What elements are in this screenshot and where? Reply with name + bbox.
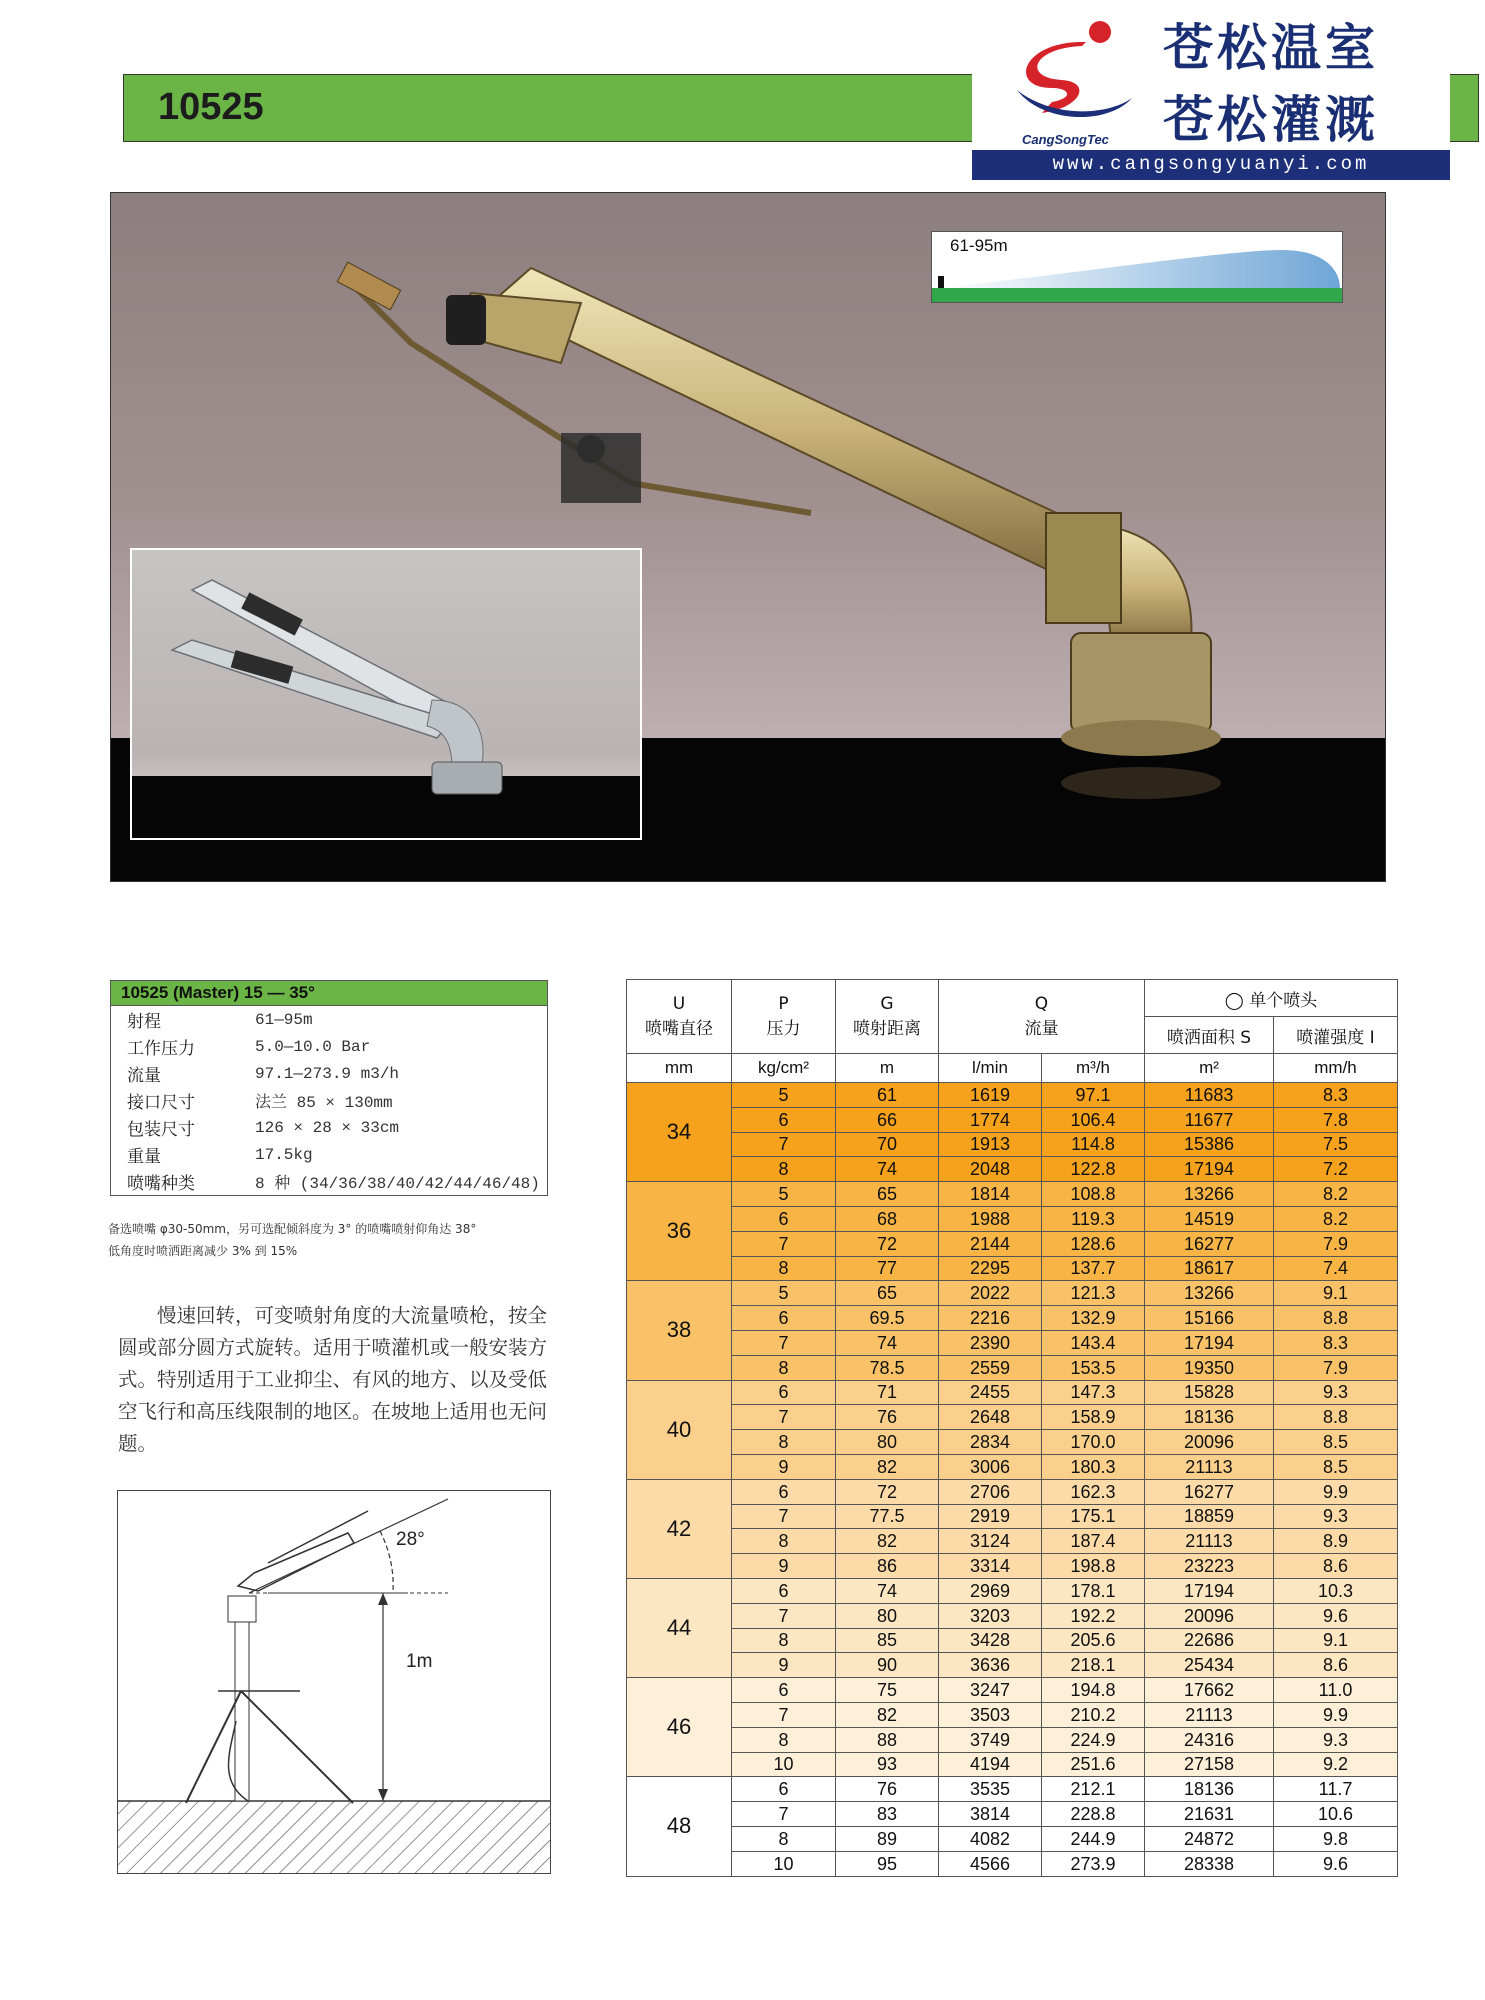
table-cell: 114.8 [1042, 1132, 1145, 1157]
table-cell: 8.6 [1274, 1554, 1398, 1579]
table-cell: 7 [732, 1330, 836, 1355]
table-cell: 2834 [939, 1430, 1042, 1455]
unit-cell: m [836, 1054, 939, 1083]
table-row [627, 1281, 1398, 1306]
table-cell: 180.3 [1042, 1454, 1145, 1479]
table-cell: 11683 [1145, 1083, 1274, 1108]
table-cell: 8 [732, 1826, 836, 1851]
table-cell: 69.5 [836, 1306, 939, 1331]
spec-row [111, 1141, 547, 1168]
table-cell: 273.9 [1042, 1851, 1145, 1876]
table-cell: 72 [836, 1479, 939, 1504]
table-cell: 3006 [939, 1454, 1042, 1479]
table-cell: 90 [836, 1653, 939, 1678]
nozzle-diameter-cell: 46 [627, 1678, 732, 1777]
table-cell: 9.3 [1274, 1380, 1398, 1405]
unit-cell: l/min [939, 1054, 1042, 1083]
spec-value: 5.0—10.0 Bar [255, 1037, 371, 1056]
table-cell: 4082 [939, 1826, 1042, 1851]
table-cell: 178.1 [1042, 1578, 1145, 1603]
table-cell: 74 [836, 1157, 939, 1182]
table-cell: 93 [836, 1752, 939, 1777]
table-cell: 22686 [1145, 1628, 1274, 1653]
col-nozzle-diameter: U 喷嘴直径 [627, 980, 732, 1054]
table-cell: 7 [732, 1405, 836, 1430]
table-cell: 86 [836, 1554, 939, 1579]
table-row [627, 1107, 1398, 1132]
table-cell: 6 [732, 1306, 836, 1331]
table-cell: 8 [732, 1157, 836, 1182]
table-cell: 10.3 [1274, 1578, 1398, 1603]
table-row [627, 1157, 1398, 1182]
table-cell: 7.5 [1274, 1132, 1398, 1157]
table-cell: 8.9 [1274, 1529, 1398, 1554]
table-cell: 2919 [939, 1504, 1042, 1529]
table-cell: 27158 [1145, 1752, 1274, 1777]
table-cell: 1774 [939, 1107, 1042, 1132]
table-cell: 78.5 [836, 1355, 939, 1380]
table-cell: 9.9 [1274, 1479, 1398, 1504]
spec-note [108, 1218, 568, 1262]
spray-arc-icon [932, 232, 1342, 302]
table-cell: 158.9 [1042, 1405, 1145, 1430]
brand-english-name: CangSongTec [1022, 132, 1109, 147]
table-cell: 15386 [1145, 1132, 1274, 1157]
table-cell: 24872 [1145, 1826, 1274, 1851]
table-cell: 210.2 [1042, 1702, 1145, 1727]
table-cell: 5 [732, 1083, 836, 1108]
table-cell: 3428 [939, 1628, 1042, 1653]
table-cell: 2295 [939, 1256, 1042, 1281]
table-cell: 20096 [1145, 1603, 1274, 1628]
elevation-angle-label: 28° [396, 1529, 425, 1550]
range-label: 61-95m [950, 236, 1008, 255]
table-cell: 82 [836, 1702, 939, 1727]
table-cell: 8.3 [1274, 1083, 1398, 1108]
table-cell: 6 [732, 1578, 836, 1603]
inset-sprinkler-illustration [132, 550, 640, 838]
table-cell: 70 [836, 1132, 939, 1157]
table-cell: 9.1 [1274, 1281, 1398, 1306]
col-spray-area: 喷洒面积 S [1145, 1017, 1274, 1054]
spec-value: 126 × 28 × 33cm [255, 1118, 400, 1137]
table-row [627, 1504, 1398, 1529]
table-cell: 8.5 [1274, 1454, 1398, 1479]
table-row [627, 1851, 1398, 1876]
table-cell: 7 [732, 1231, 836, 1256]
unit-cell: m² [1145, 1054, 1274, 1083]
table-row [627, 1405, 1398, 1430]
nozzle-diameter-cell: 40 [627, 1380, 732, 1479]
table-cell: 13266 [1145, 1182, 1274, 1207]
table-cell: 7.8 [1274, 1107, 1398, 1132]
table-cell: 244.9 [1042, 1826, 1145, 1851]
col-flow: Q 流量 [939, 980, 1145, 1054]
table-cell: 147.3 [1042, 1380, 1145, 1405]
table-row [627, 1355, 1398, 1380]
spec-key: 喷嘴种类 [127, 1174, 195, 1194]
table-row [627, 1826, 1398, 1851]
table-cell: 3535 [939, 1777, 1042, 1802]
table-row [627, 1380, 1398, 1405]
table-cell: 76 [836, 1777, 939, 1802]
table-cell: 17194 [1145, 1578, 1274, 1603]
table-cell: 128.6 [1042, 1231, 1145, 1256]
spec-key: 流量 [127, 1066, 161, 1086]
table-cell: 3814 [939, 1802, 1042, 1827]
table-row [627, 1702, 1398, 1727]
table-cell: 72 [836, 1231, 939, 1256]
table-cell: 16277 [1145, 1479, 1274, 1504]
product-description: 慢速回转，可变喷射角度的大流量喷枪，按全圆或部分圆方式旋转。适用于喷灌机或一般安装方式。特别适用于工业抑尘、有风的地方、以及受低空飞行和高压线限制的地区。在坡地上适用也无问题。 [118, 1304, 548, 1455]
table-cell: 9 [732, 1653, 836, 1678]
table-cell: 175.1 [1042, 1504, 1145, 1529]
table-cell: 80 [836, 1603, 939, 1628]
table-cell: 6 [732, 1206, 836, 1231]
table-cell: 7 [732, 1132, 836, 1157]
table-cell: 16277 [1145, 1231, 1274, 1256]
table-cell: 6 [732, 1777, 836, 1802]
table-row [627, 1529, 1398, 1554]
table-cell: 6 [732, 1678, 836, 1703]
table-row [627, 1231, 1398, 1256]
table-cell: 3636 [939, 1653, 1042, 1678]
spec-value: 97.1—273.9 m3/h [255, 1064, 400, 1083]
table-cell: 97.1 [1042, 1083, 1145, 1108]
table-cell: 2144 [939, 1231, 1042, 1256]
table-cell: 162.3 [1042, 1479, 1145, 1504]
table-cell: 14519 [1145, 1206, 1274, 1231]
table-cell: 85 [836, 1628, 939, 1653]
table-cell: 24316 [1145, 1727, 1274, 1752]
nozzle-diameter-cell: 42 [627, 1479, 732, 1578]
table-cell: 11.7 [1274, 1777, 1398, 1802]
spec-table [110, 980, 548, 1196]
performance-table [626, 979, 1398, 1877]
table-cell: 9.8 [1274, 1826, 1398, 1851]
table-cell: 6 [732, 1107, 836, 1132]
table-cell: 9.3 [1274, 1727, 1398, 1752]
nozzle-diameter-cell: 36 [627, 1182, 732, 1281]
table-cell: 21113 [1145, 1702, 1274, 1727]
table-cell: 21113 [1145, 1454, 1274, 1479]
table-cell: 106.4 [1042, 1107, 1145, 1132]
table-cell: 153.5 [1042, 1355, 1145, 1380]
spec-key: 重量 [127, 1147, 161, 1167]
table-cell: 8 [732, 1355, 836, 1380]
units-row [627, 1054, 1398, 1083]
table-cell: 18859 [1145, 1504, 1274, 1529]
unit-cell: kg/cm² [732, 1054, 836, 1083]
spec-value: 17.5kg [255, 1145, 313, 1164]
col-throw-distance: G 喷射距离 [836, 980, 939, 1054]
table-cell: 2559 [939, 1355, 1042, 1380]
table-cell: 89 [836, 1826, 939, 1851]
table-cell: 170.0 [1042, 1430, 1145, 1455]
table-cell: 17194 [1145, 1330, 1274, 1355]
table-cell: 65 [836, 1281, 939, 1306]
table-cell: 82 [836, 1454, 939, 1479]
table-cell: 7 [732, 1702, 836, 1727]
spec-key: 接口尺寸 [127, 1093, 195, 1113]
spec-note-line: 备选喷嘴 φ30-50mm，另可选配倾斜度为 3° 的喷嘴喷射仰角达 38° [108, 1222, 477, 1236]
table-cell: 9.2 [1274, 1752, 1398, 1777]
table-cell: 3749 [939, 1727, 1042, 1752]
table-cell: 17662 [1145, 1678, 1274, 1703]
table-cell: 1814 [939, 1182, 1042, 1207]
table-cell: 21631 [1145, 1802, 1274, 1827]
table-cell: 119.3 [1042, 1206, 1145, 1231]
table-row [627, 1752, 1398, 1777]
table-cell: 88 [836, 1727, 939, 1752]
table-cell: 6 [732, 1380, 836, 1405]
table-row [627, 1603, 1398, 1628]
spec-note-line: 低角度时喷洒距离减少 3% 到 15% [108, 1244, 298, 1258]
table-cell: 8.8 [1274, 1306, 1398, 1331]
table-cell: 74 [836, 1578, 939, 1603]
table-row [627, 1653, 1398, 1678]
table-cell: 6 [732, 1479, 836, 1504]
table-cell: 83 [836, 1802, 939, 1827]
table-cell: 68 [836, 1206, 939, 1231]
table-cell: 2706 [939, 1479, 1042, 1504]
table-cell: 7.9 [1274, 1231, 1398, 1256]
table-cell: 224.9 [1042, 1727, 1145, 1752]
table-cell: 18136 [1145, 1405, 1274, 1430]
table-cell: 5 [732, 1281, 836, 1306]
table-cell: 2648 [939, 1405, 1042, 1430]
spec-value: 61—95m [255, 1010, 313, 1029]
spec-row [111, 1114, 547, 1141]
table-cell: 7 [732, 1802, 836, 1827]
spec-row [111, 1060, 547, 1087]
table-cell: 9.9 [1274, 1702, 1398, 1727]
table-cell: 28338 [1145, 1851, 1274, 1876]
inset-photo [130, 548, 642, 840]
table-cell: 17194 [1145, 1157, 1274, 1182]
table-cell: 9.6 [1274, 1851, 1398, 1876]
table-row [627, 1578, 1398, 1603]
table-cell: 3124 [939, 1529, 1042, 1554]
table-cell: 8 [732, 1430, 836, 1455]
table-row [627, 1206, 1398, 1231]
table-cell: 2969 [939, 1578, 1042, 1603]
table-cell: 7.2 [1274, 1157, 1398, 1182]
table-cell: 11.0 [1274, 1678, 1398, 1703]
table-cell: 9.3 [1274, 1504, 1398, 1529]
table-cell: 7 [732, 1504, 836, 1529]
table-cell: 1988 [939, 1206, 1042, 1231]
spec-row [111, 1006, 547, 1033]
table-cell: 2216 [939, 1306, 1042, 1331]
table-cell: 7 [732, 1603, 836, 1628]
table-cell: 18617 [1145, 1256, 1274, 1281]
table-cell: 10 [732, 1851, 836, 1876]
table-cell: 80 [836, 1430, 939, 1455]
table-cell: 5 [732, 1182, 836, 1207]
table-cell: 2390 [939, 1330, 1042, 1355]
table-cell: 132.9 [1042, 1306, 1145, 1331]
table-cell: 95 [836, 1851, 939, 1876]
spec-row [111, 1033, 547, 1060]
table-row [627, 1083, 1398, 1108]
spec-row [111, 1087, 547, 1114]
table-row [627, 1777, 1398, 1802]
table-cell: 218.1 [1042, 1653, 1145, 1678]
spec-title: 10525 (Master) 15 — 35° [111, 981, 547, 1006]
table-cell: 11677 [1145, 1107, 1274, 1132]
nozzle-diameter-cell: 38 [627, 1281, 732, 1380]
table-cell: 1913 [939, 1132, 1042, 1157]
unit-cell: m³/h [1042, 1054, 1145, 1083]
spec-row [111, 1168, 547, 1195]
table-cell: 3314 [939, 1554, 1042, 1579]
table-cell: 8.5 [1274, 1430, 1398, 1455]
unit-cell: mm [627, 1054, 732, 1083]
table-cell: 1619 [939, 1083, 1042, 1108]
table-cell: 121.3 [1042, 1281, 1145, 1306]
brand-name-irrigation: 苍松灌溉 [1163, 91, 1379, 149]
table-row [627, 1802, 1398, 1827]
table-cell: 65 [836, 1182, 939, 1207]
table-cell: 7.4 [1274, 1256, 1398, 1281]
table-cell: 2455 [939, 1380, 1042, 1405]
spec-value: 法兰 85 × 130mm [255, 1094, 393, 1112]
product-photo [110, 192, 1386, 882]
table-cell: 228.8 [1042, 1802, 1145, 1827]
table-cell: 187.4 [1042, 1529, 1145, 1554]
table-cell: 108.8 [1042, 1182, 1145, 1207]
table-cell: 25434 [1145, 1653, 1274, 1678]
table-cell: 137.7 [1042, 1256, 1145, 1281]
table-cell: 76 [836, 1405, 939, 1430]
table-cell: 8.2 [1274, 1206, 1398, 1231]
table-cell: 9 [732, 1454, 836, 1479]
table-cell: 10.6 [1274, 1802, 1398, 1827]
col-pressure: P 压力 [732, 980, 836, 1054]
table-cell: 2022 [939, 1281, 1042, 1306]
installation-diagram [117, 1490, 551, 1874]
table-cell: 2048 [939, 1157, 1042, 1182]
nozzle-diameter-cell: 44 [627, 1578, 732, 1677]
table-cell: 143.4 [1042, 1330, 1145, 1355]
spec-key: 射程 [127, 1012, 161, 1032]
table-cell: 4566 [939, 1851, 1042, 1876]
table-cell: 66 [836, 1107, 939, 1132]
nozzle-diameter-cell: 48 [627, 1777, 732, 1876]
table-cell: 8.6 [1274, 1653, 1398, 1678]
table-cell: 205.6 [1042, 1628, 1145, 1653]
range-indicator [931, 231, 1343, 303]
table-row [627, 1182, 1398, 1207]
model-code: 10525 [158, 86, 264, 128]
table-cell: 82 [836, 1529, 939, 1554]
table-cell: 19350 [1145, 1355, 1274, 1380]
table-row [627, 1678, 1398, 1703]
table-row [627, 1306, 1398, 1331]
table-cell: 8 [732, 1628, 836, 1653]
table-cell: 9 [732, 1554, 836, 1579]
col-single-head: ◯ 单个喷头 [1145, 980, 1398, 1017]
table-cell: 77.5 [836, 1504, 939, 1529]
table-cell: 3203 [939, 1603, 1042, 1628]
table-cell: 20096 [1145, 1430, 1274, 1455]
table-cell: 61 [836, 1083, 939, 1108]
table-row [627, 1479, 1398, 1504]
table-row [627, 1132, 1398, 1157]
table-cell: 8.3 [1274, 1330, 1398, 1355]
table-row [627, 1554, 1398, 1579]
website-url[interactable]: www.cangsongyuanyi.com [1052, 153, 1370, 175]
col-intensity: 喷灌强度 I [1274, 1017, 1398, 1054]
table-row [627, 1430, 1398, 1455]
table-cell: 251.6 [1042, 1752, 1145, 1777]
table-cell: 10 [732, 1752, 836, 1777]
brand-swoosh-icon [1012, 18, 1142, 133]
table-cell: 3503 [939, 1702, 1042, 1727]
table-cell: 74 [836, 1330, 939, 1355]
table-row [627, 1256, 1398, 1281]
table-cell: 75 [836, 1678, 939, 1703]
table-cell: 122.8 [1042, 1157, 1145, 1182]
unit-cell: mm/h [1274, 1054, 1398, 1083]
table-cell: 4194 [939, 1752, 1042, 1777]
table-cell: 7.9 [1274, 1355, 1398, 1380]
table-cell: 77 [836, 1256, 939, 1281]
table-cell: 198.8 [1042, 1554, 1145, 1579]
performance-table-body [627, 1083, 1398, 1877]
table-cell: 194.8 [1042, 1678, 1145, 1703]
table-cell: 15166 [1145, 1306, 1274, 1331]
spec-key: 工作压力 [127, 1039, 195, 1059]
table-cell: 8 [732, 1727, 836, 1752]
table-cell: 21113 [1145, 1529, 1274, 1554]
table-cell: 71 [836, 1380, 939, 1405]
table-cell: 8 [732, 1256, 836, 1281]
table-cell: 15828 [1145, 1380, 1274, 1405]
brand-name-greenhouse: 苍松温室 [1163, 19, 1379, 77]
table-cell: 18136 [1145, 1777, 1274, 1802]
table-cell: 9.6 [1274, 1603, 1398, 1628]
table-row [627, 1628, 1398, 1653]
table-cell: 8 [732, 1529, 836, 1554]
spec-key: 包装尺寸 [127, 1120, 195, 1140]
tripod-diagram-illustration [118, 1491, 550, 1873]
nozzle-diameter-cell: 34 [627, 1083, 732, 1182]
table-cell: 8.8 [1274, 1405, 1398, 1430]
spec-value: 8 种 (34/36/38/40/42/44/46/48) [255, 1175, 540, 1193]
table-row [627, 1454, 1398, 1479]
table-cell: 13266 [1145, 1281, 1274, 1306]
table-row [627, 1330, 1398, 1355]
table-cell: 8.2 [1274, 1182, 1398, 1207]
table-cell: 23223 [1145, 1554, 1274, 1579]
table-cell: 192.2 [1042, 1603, 1145, 1628]
table-row [627, 1727, 1398, 1752]
table-cell: 9.1 [1274, 1628, 1398, 1653]
mount-height-label: 1m [406, 1651, 433, 1672]
table-cell: 212.1 [1042, 1777, 1145, 1802]
table-cell: 3247 [939, 1678, 1042, 1703]
